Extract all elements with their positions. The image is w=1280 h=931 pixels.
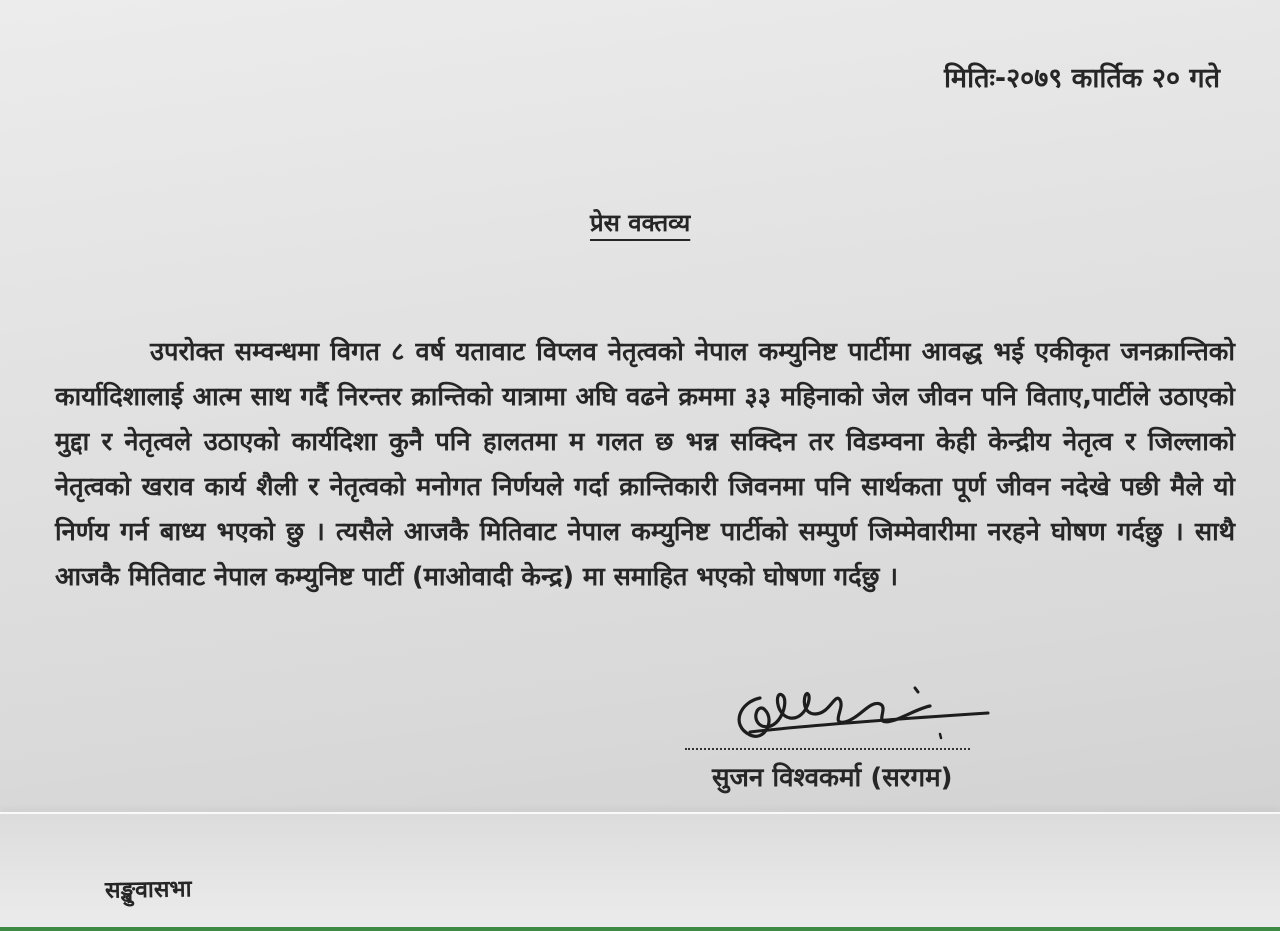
letter-body — [55, 330, 1235, 600]
handwritten-signature — [720, 680, 1000, 750]
signer-name: सुजन विश्वकर्मा (सरगम) — [712, 763, 953, 793]
letter-body-text: उपरोक्त सम्वन्धमा विगत ८ वर्ष यतावाट विप्लव नेतृत्वको नेपाल कम्युनिष्ट पार्टीमा आवद्ध भई एकीकृत जनक्रान्तिको कार्यादिशालाई आत्म साथ गर्दै निरन्तर क्रान्तिको यात्रामा अघि वढने क्रममा ३३ महिनाको जेल जीवन पनि विताए,पार्टीले उठाएको मुद्दा र नेतृत्वले उठाएको कार्यदिशा कुनै पनि हालतमा म गलत छ भन्न सक्दिन तर विडम्वना केही केन्द्रीय नेतृत्व र जिल्लाको नेतृत्वको खराव कार्य शैली र नेतृत्वको मनोगत निर्णयले गर्दा क्रान्तिकारी जिवनमा पनि सार्थकता पूर्ण जीवन नदेखे पछी मैले यो निर्णय गर्न बाध्य भएको छु । त्यसैले आजकै मितिवाट नेपाल कम्युनिष्ट पार्टीको सम्पुर्ण जिम्मेवारीमा नरहने घोषण गर्दछु । साथै आजकै मितिवाट नेपाल कम्युनिष्ट पार्टी (माओवादी केन्द्र) मा समाहित भएको घोषणा गर्दछु । — [55, 337, 1235, 592]
letter-heading: प्रेस वक्तव्य — [590, 209, 691, 237]
bottom-edge-strip — [0, 927, 1280, 931]
paper-lower-section — [0, 814, 1280, 931]
place-name: सङ्खुवासभा — [104, 876, 192, 904]
signature-dotted-line — [685, 748, 970, 750]
letter-date: मितिः-२०७९ कार्तिक २० गते — [943, 63, 1220, 94]
